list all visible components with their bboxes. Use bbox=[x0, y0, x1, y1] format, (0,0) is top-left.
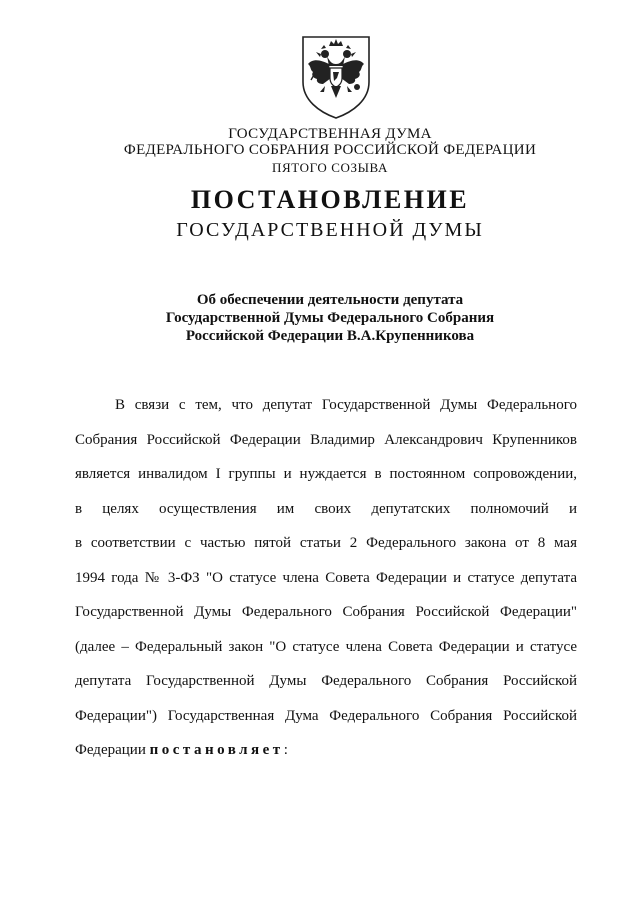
document-issuer-title: ГОСУДАРСТВЕННОЙ ДУМЫ bbox=[176, 219, 484, 241]
org-name-line1: ГОСУДАРСТВЕННАЯ ДУМА bbox=[228, 126, 432, 142]
paragraph-line: депутата Государственной Думы Федерального Собрания Российской bbox=[75, 673, 577, 689]
paragraph-final-line bbox=[75, 733, 577, 768]
russian-coat-of-arms-icon bbox=[299, 34, 373, 120]
subject-line3: Российской Федерации В.А.Крупенникова bbox=[185, 328, 475, 344]
final-line-prefix: Федерации bbox=[75, 742, 150, 758]
paragraph-line: Собрания Российской Федерации Владимир Александрович Крупенников bbox=[75, 431, 577, 448]
paragraph-line: является инвалидом I группы и нуждается в постоянном сопровождении, bbox=[75, 466, 577, 482]
preamble-paragraph bbox=[75, 388, 577, 768]
paragraph-line: В связи с тем, что депутат Государственной Думы Федерального bbox=[115, 397, 577, 413]
document-type-title: ПОСТАНОВЛЕНИЕ bbox=[190, 185, 470, 214]
org-name-line2: ФЕДЕРАЛЬНОГО СОБРАНИЯ РОССИЙСКОЙ ФЕДЕРАЦИИ bbox=[123, 142, 537, 158]
paragraph-line: 1994 года № 3-ФЗ "О статусе члена Совета Федерации и статусе депутата bbox=[75, 569, 577, 586]
paragraph-line: Федерации") Государственная Дума Федерального Собрания Российской bbox=[75, 707, 577, 724]
paragraph-line: в соответствии с частью пятой статьи 2 Федерального закона от 8 мая bbox=[75, 535, 577, 551]
subject-line2: Государственной Думы Федерального Собрания bbox=[165, 310, 495, 326]
resolves-keyword: постановляет bbox=[149, 742, 284, 758]
paragraph-line: Государственной Думы Федерального Собрания Российской Федерации" bbox=[75, 604, 577, 620]
paragraph-line: в целях осуществления им своих депутатских полномочий и bbox=[75, 500, 577, 517]
subject-line1: Об обеспечении деятельности депутата bbox=[196, 292, 464, 308]
final-line-suffix: : bbox=[283, 742, 288, 758]
convocation-line: ПЯТОГО СОЗЫВА bbox=[272, 160, 388, 175]
paragraph-line: (далее – Федеральный закон "О статусе члена Совета Федерации и статусе bbox=[75, 638, 577, 655]
